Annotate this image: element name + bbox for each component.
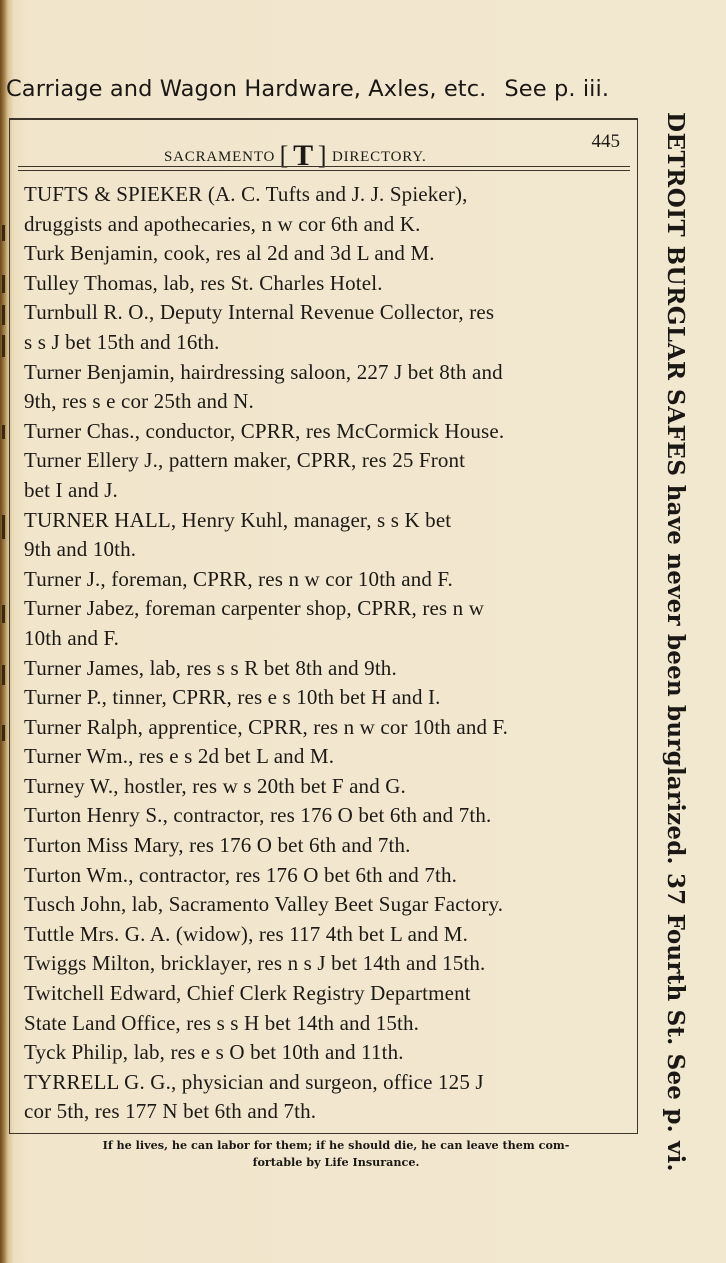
directory-entry	[24, 979, 630, 1038]
header-rule-top	[18, 166, 630, 167]
directory-entry	[24, 417, 630, 447]
entry-continuation-line: druggists and apothecaries, n w cor 6th and K.	[24, 211, 421, 236]
entry-line: Turnbull R. O., Deputy Internal Revenue Collector, res	[24, 300, 495, 325]
entry-line: Turner J., foreman, CPRR, res n w cor 10th and F.	[24, 566, 453, 591]
side-ad-address: 37 Fourth St.	[662, 872, 689, 1046]
footer-line-2: fortable by Life Insurance.	[252, 1155, 420, 1169]
entry-line: Tuttle Mrs. G. A. (widow), res 117 4th bet L and M.	[24, 921, 468, 946]
entry-line: Turner Benjamin, hairdressing saloon, 227 J bet 8th and	[24, 359, 503, 384]
directory-entry	[24, 861, 630, 891]
directory-entry	[24, 831, 630, 861]
entry-continuation-line: State Land Office, res s s H bet 14th and 15th.	[24, 1010, 420, 1035]
entry-line: Tulley Thomas, lab, res St. Charles Hotel.	[24, 270, 383, 295]
directory-entry	[24, 742, 630, 772]
directory-entry	[24, 180, 630, 239]
entry-line: Turner Ellery J., pattern maker, CPRR, res 25 Front	[24, 448, 466, 473]
entry-line: Turner P., tinner, CPRR, res e s 10th bet H and I.	[24, 685, 441, 710]
entry-continuation-line: 10th and F.	[24, 625, 120, 650]
entry-line: Turton Miss Mary, res 176 O bet 6th and 7th.	[24, 833, 411, 858]
directory-entry	[24, 949, 630, 979]
directory-entry	[24, 594, 630, 653]
side-ad-see: See p. vi.	[662, 1053, 689, 1172]
directory-entry	[24, 890, 630, 920]
entry-line: TYRRELL G. G., physician and surgeon, office 125 J	[24, 1069, 484, 1094]
directory-entry	[24, 654, 630, 684]
top-advertisement	[6, 76, 642, 102]
directory-entry	[24, 713, 630, 743]
entry-line: Turner James, lab, res s s R bet 8th and 9th.	[24, 655, 397, 680]
entry-line: Turner Ralph, apprentice, CPRR, res n w cor 10th and F.	[24, 714, 509, 739]
entry-line: Turton Wm., contractor, res 176 O bet 6th and 7th.	[24, 862, 458, 887]
directory-entry	[24, 565, 630, 595]
running-header	[9, 128, 638, 172]
directory-entry	[24, 506, 630, 565]
entry-continuation-line: s s J bet 15th and 16th.	[24, 329, 220, 354]
entry-line: TURNER HALL, Henry Kuhl, manager, s s K bet	[24, 507, 452, 532]
entry-continuation-line: 9th and 10th.	[24, 537, 137, 562]
header-directory: DIRECTORY.	[331, 149, 427, 165]
directory-entry	[24, 801, 630, 831]
entry-line: Tusch John, lab, Sacramento Valley Beet Sugar Factory.	[24, 892, 504, 917]
footer-insurance-note	[18, 1137, 654, 1171]
header-bracket-open: [	[279, 141, 290, 170]
top-ad-text: Carriage and Wagon Hardware, Axles, etc.	[6, 76, 487, 102]
entry-line: Turner Chas., conductor, CPRR, res McCormick House.	[24, 418, 505, 443]
entry-line: Turney W., hostler, res w s 20th bet F and G.	[24, 773, 406, 798]
entry-line: Twitchell Edward, Chief Clerk Registry Department	[24, 981, 471, 1006]
directory-entry	[24, 920, 630, 950]
directory-entry	[24, 446, 630, 505]
page-number: 445	[591, 131, 620, 152]
entry-continuation-line: cor 5th, res 177 N bet 6th and 7th.	[24, 1099, 317, 1124]
footer-line-1: If he lives, he can labor for them; if he should die, he can leave them com-	[102, 1138, 570, 1152]
directory-entry	[24, 269, 630, 299]
entry-line: Twiggs Milton, bricklayer, res n s J bet 14th and 15th.	[24, 951, 486, 976]
entry-continuation-line: 9th, res s e cor 25th and N.	[24, 389, 254, 414]
directory-entry	[24, 1068, 630, 1127]
entry-line: Tyck Philip, lab, res e s O bet 10th and 11th.	[24, 1040, 404, 1065]
entry-line: Turner Jabez, foreman carpenter shop, CPRR, res n w	[24, 596, 485, 621]
entry-line: TUFTS & SPIEKER (A. C. Tufts and J. J. Spieker),	[24, 182, 468, 206]
directory-entry	[24, 298, 630, 357]
entry-line: Turk Benjamin, cook, res al 2d and 3d L and M.	[24, 241, 435, 266]
header-title	[164, 135, 427, 172]
header-letter: T	[293, 139, 314, 172]
directory-entry	[24, 683, 630, 713]
header-bracket-close: ]	[317, 141, 328, 170]
directory-entries	[24, 180, 630, 1127]
side-ad-text: have never been burglarized.	[662, 484, 689, 865]
side-advertisement	[662, 112, 689, 1172]
entry-line: Turton Henry S., contractor, res 176 O bet 6th and 7th.	[24, 803, 492, 828]
entry-line: Turner Wm., res e s 2d bet L and M.	[24, 744, 335, 769]
top-ad-see: See p. iii.	[504, 76, 610, 102]
directory-entry	[24, 239, 630, 269]
side-ad-brand: DETROIT BURGLAR SAFES	[662, 112, 689, 477]
entry-continuation-line: bet I and J.	[24, 477, 118, 502]
directory-entry	[24, 1038, 630, 1068]
directory-entry	[24, 358, 630, 417]
header-rule-bottom	[18, 170, 630, 171]
directory-entry	[24, 772, 630, 802]
header-city: SACRAMENTO	[164, 149, 276, 165]
